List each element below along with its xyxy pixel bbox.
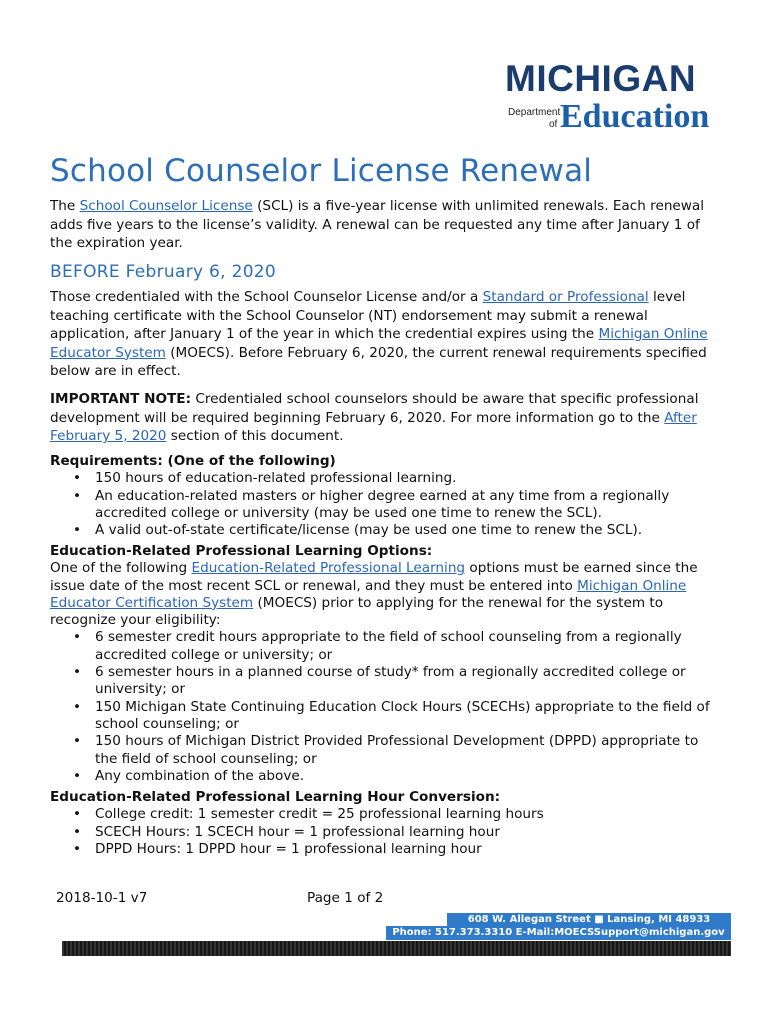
list-item: • College credit: 1 semester credit = 25 professional learning hours: [95, 806, 722, 823]
options-text-1: One of the following: [50, 560, 192, 577]
list-item: • DPPD Hours: 1 DPPD hour = 1 professional learning hour: [95, 841, 722, 858]
options-intro: [50, 560, 722, 629]
moecs-certification-link[interactable]: Michigan Online Educator Certification System: [50, 577, 687, 611]
intro-text-2: (SCL) is a five-year license with unlimited renewals. Each renewal adds five years to the license’s validity. A renewal can be requested any time after January 1 of the expiration year.: [50, 198, 705, 251]
conversion-list: [50, 806, 722, 858]
page-title: School Counselor License Renewal: [50, 153, 593, 189]
standard-or-professional-link[interactable]: Standard or Professional: [482, 289, 649, 305]
professional-learning-link[interactable]: Education-Related Professional Learning: [191, 560, 466, 577]
conversion-heading: Education-Related Professional Learning Hour Conversion:: [50, 789, 501, 805]
footer-strip: [62, 941, 731, 956]
options-section: [50, 543, 722, 785]
requirements-heading: Requirements: (One of the following): [50, 453, 336, 469]
list-item: • 6 semester credit hours appropriate to the field of school counseling from a regionally accredited college or university; or: [95, 629, 722, 664]
before-text-2: level teaching certificate with the School Counselor (NT) endorsement may submit a renewal application, after January 1 of the year in which the credential expires using the: [50, 289, 686, 342]
school-counselor-license-link[interactable]: School Counselor License: [79, 198, 253, 214]
options-text-3: (MOECS) prior to applying for the renewal for the system to recognize your eligibility:: [50, 594, 664, 629]
list-item: • SCECH Hours: 1 SCECH hour = 1 professional learning hour: [95, 824, 722, 841]
conversion-section: [50, 789, 722, 858]
list-item: • An education-related masters or higher degree earned at any time from a regionally accredited college or university (may be used one time to renew the SCL).: [95, 488, 722, 523]
document-version: 2018-10-1 v7: [56, 890, 148, 906]
logo-of: of: [549, 119, 558, 130]
list-item: • 150 Michigan State Continuing Education Clock Hours (SCECHs) appropriate to the field of school counseling; or: [95, 699, 722, 734]
moecs-link[interactable]: Michigan Online Educator System: [50, 326, 708, 361]
michigan-education-logo: [505, 58, 725, 138]
intro-paragraph: [50, 197, 722, 253]
options-text-2: options must be earned since the issue date of the most recent SCL or renewal, and they must be entered into: [50, 560, 698, 594]
list-item: • 150 hours of education-related professional learning.: [95, 470, 722, 487]
before-text-1: Those credentialed with the School Counselor License and/or a: [50, 289, 483, 305]
intro-text-1: The: [50, 198, 80, 214]
before-text-3: (MOECS). Before February 6, 2020, the current renewal requirements specified below are in effect.: [50, 344, 707, 379]
requirements-list: [50, 470, 722, 539]
options-heading: Education-Related Professional Learning Options:: [50, 543, 433, 559]
list-item: • 150 hours of Michigan District Provided Professional Development (DPPD) appropriate to the field of school counseling; or: [95, 733, 722, 768]
before-paragraph: [50, 288, 722, 381]
list-item: • Any combination of the above.: [95, 768, 722, 785]
page-number: Page 1 of 2: [307, 890, 384, 906]
important-label: IMPORTANT NOTE:: [50, 391, 192, 407]
options-list: [50, 629, 722, 785]
important-note: [50, 390, 722, 446]
list-item: • A valid out-of-state certificate/license (may be used one time to renew the SCL).: [95, 522, 722, 539]
important-text-1: Credentialed school counselors should be aware that specific professional development will be required beginning February 6, 2020. For more information go to the: [50, 391, 699, 426]
address-bar: 608 W. Allegan Street ■ Lansing, MI 48933: [447, 913, 731, 926]
before-heading: BEFORE February 6, 2020: [50, 262, 277, 282]
after-february-link[interactable]: After February 5, 2020: [50, 409, 697, 444]
requirements-section: [50, 453, 722, 539]
list-item: • 6 semester hours in a planned course of study* from a regionally accredited college or university; or: [95, 664, 722, 699]
important-text-2: section of this document.: [166, 428, 344, 444]
contact-bar[interactable]: Phone: 517.373.3310 E-Mail:MOECSSupport@michigan.gov: [386, 926, 731, 940]
logo-education: Education: [560, 98, 710, 135]
logo-michigan: MICHIGAN: [505, 58, 697, 99]
logo-department: Department: [508, 107, 561, 118]
